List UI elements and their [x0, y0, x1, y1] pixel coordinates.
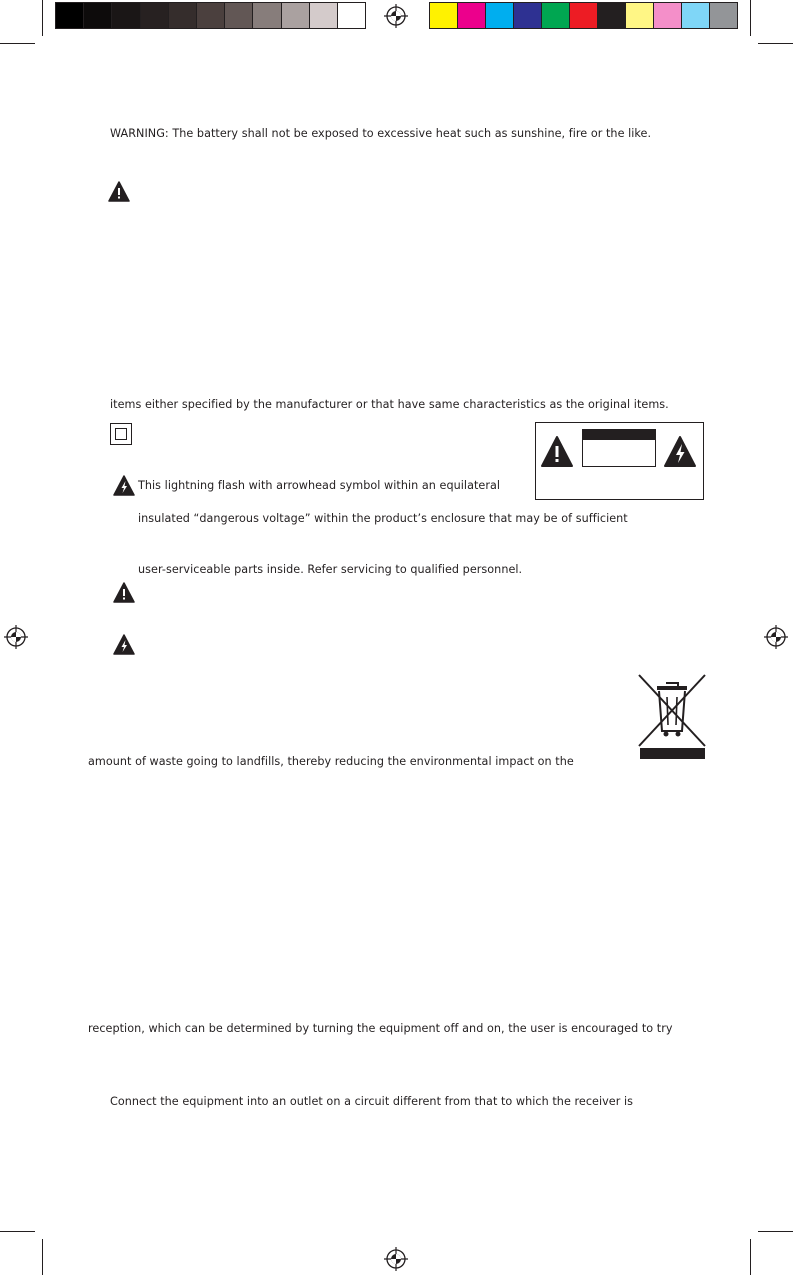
landfill-text: amount of waste going to landfills, thereby reducing the environmental impact on the [88, 755, 574, 768]
lightning-symbol-text: This lightning flash with arrowhead symbol within an equilateral [138, 479, 501, 492]
gray-swatch [83, 2, 112, 29]
color-swatch [513, 2, 542, 29]
caution-label-panel [582, 429, 656, 467]
color-swatch [457, 2, 486, 29]
weee-bar [640, 748, 705, 759]
crop-mark [42, 1239, 43, 1275]
crossed-bin-icon [637, 673, 707, 748]
color-swatch [541, 2, 570, 29]
gray-swatch [168, 2, 197, 29]
replacement-items-text: items either specified by the manufacturer or that have same characteristics as the original items. [110, 398, 669, 411]
no-user-parts-text: user-serviceable parts inside. Refer servicing to qualified personnel. [138, 563, 523, 576]
color-swatch [709, 2, 738, 29]
crop-mark [750, 0, 751, 36]
exclamation-triangle-icon [540, 435, 574, 468]
gray-swatch [111, 2, 140, 29]
grayscale-color-bar [55, 2, 365, 29]
exclamation-triangle-icon [108, 181, 130, 202]
color-swatch [681, 2, 710, 29]
caution-label-band [583, 430, 655, 440]
color-swatch [625, 2, 654, 29]
battery-heat-warning: WARNING: The battery shall not be exposed to excessive heat such as sunshine, fire or the like. [110, 127, 652, 140]
crop-mark [758, 43, 793, 44]
gray-swatch [252, 2, 281, 29]
crop-mark [0, 1231, 35, 1232]
color-swatch [429, 2, 458, 29]
crop-mark [758, 1231, 793, 1232]
process-color-bar [429, 2, 737, 29]
registration-mark-icon [764, 625, 788, 649]
gray-swatch [337, 2, 366, 29]
exclamation-triangle-icon [113, 582, 135, 603]
gray-swatch [140, 2, 169, 29]
color-swatch [569, 2, 598, 29]
color-swatch [485, 2, 514, 29]
crop-mark [750, 1239, 751, 1275]
lightning-triangle-icon [113, 475, 135, 496]
color-swatch [597, 2, 626, 29]
lightning-triangle-icon [113, 634, 135, 655]
gray-swatch [224, 2, 253, 29]
gray-swatch [309, 2, 338, 29]
dangerous-voltage-text: insulated “dangerous voltage” within the product’s enclosure that may be of sufficient [138, 512, 628, 525]
color-swatch [653, 2, 682, 29]
reception-text: reception, which can be determined by turning the equipment off and on, the user is encouraged to try [88, 1022, 673, 1035]
connect-outlet-text: Connect the equipment into an outlet on a circuit different from that to which the receiver is [110, 1095, 634, 1108]
gray-swatch [55, 2, 84, 29]
gray-swatch [281, 2, 310, 29]
crop-mark [42, 0, 43, 36]
double-insulation-icon [110, 423, 132, 445]
caution-label [535, 422, 704, 500]
registration-mark-icon [384, 4, 408, 28]
registration-mark-icon [4, 625, 28, 649]
crop-mark [0, 43, 35, 44]
lightning-triangle-icon [663, 435, 697, 468]
registration-mark-icon [384, 1247, 408, 1271]
gray-swatch [196, 2, 225, 29]
